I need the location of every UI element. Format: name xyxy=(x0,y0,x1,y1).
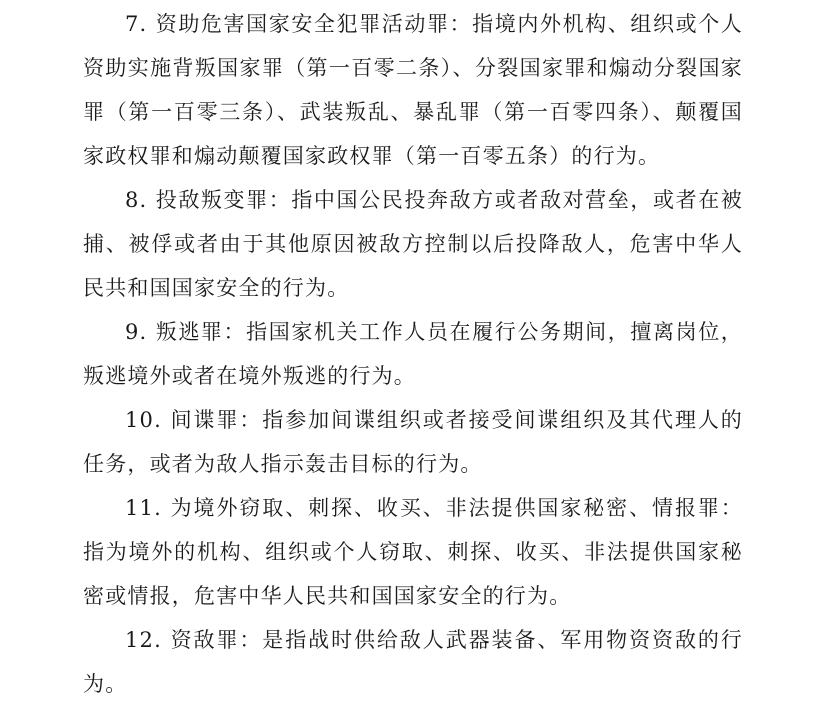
document-body xyxy=(83,2,743,706)
paragraph-item-10: 10. 间谍罪：指参加间谍组织或者接受间谍组织及其代理人的任务，或者为敌人指示轰击目标的行为。 xyxy=(83,408,743,476)
paragraph-item-12: 12. 资敌罪：是指战时供给敌人武器装备、军用物资资敌的行为。 xyxy=(83,628,743,696)
paragraph-item-9: 9. 叛逃罪：指国家机关工作人员在履行公务期间，擅离岗位，叛逃境外或者在境外叛逃的行为。 xyxy=(83,320,743,388)
paragraph-item-7: 7. 资助危害国家安全犯罪活动罪：指境内外机构、组织或个人资助实施背叛国家罪（第一百零二条）、分裂国家罪和煽动分裂国家罪（第一百零三条）、武装叛乱、暴乱罪（第一百零四条）、颠覆国家政权罪和煽动颠覆国家政权罪（第一百零五条）的行为。 xyxy=(83,12,743,168)
paragraph-item-11: 11. 为境外窃取、刺探、收买、非法提供国家秘密、情报罪：指为境外的机构、组织或个人窃取、刺探、收买、非法提供国家秘密或情报，危害中华人民共和国国家安全的行为。 xyxy=(83,496,743,608)
paragraph-item-8: 8. 投敌叛变罪：指中国公民投奔敌方或者敌对营垒，或者在被捕、被俘或者由于其他原因被敌方控制以后投降敌人，危害中华人民共和国国家安全的行为。 xyxy=(83,188,743,300)
